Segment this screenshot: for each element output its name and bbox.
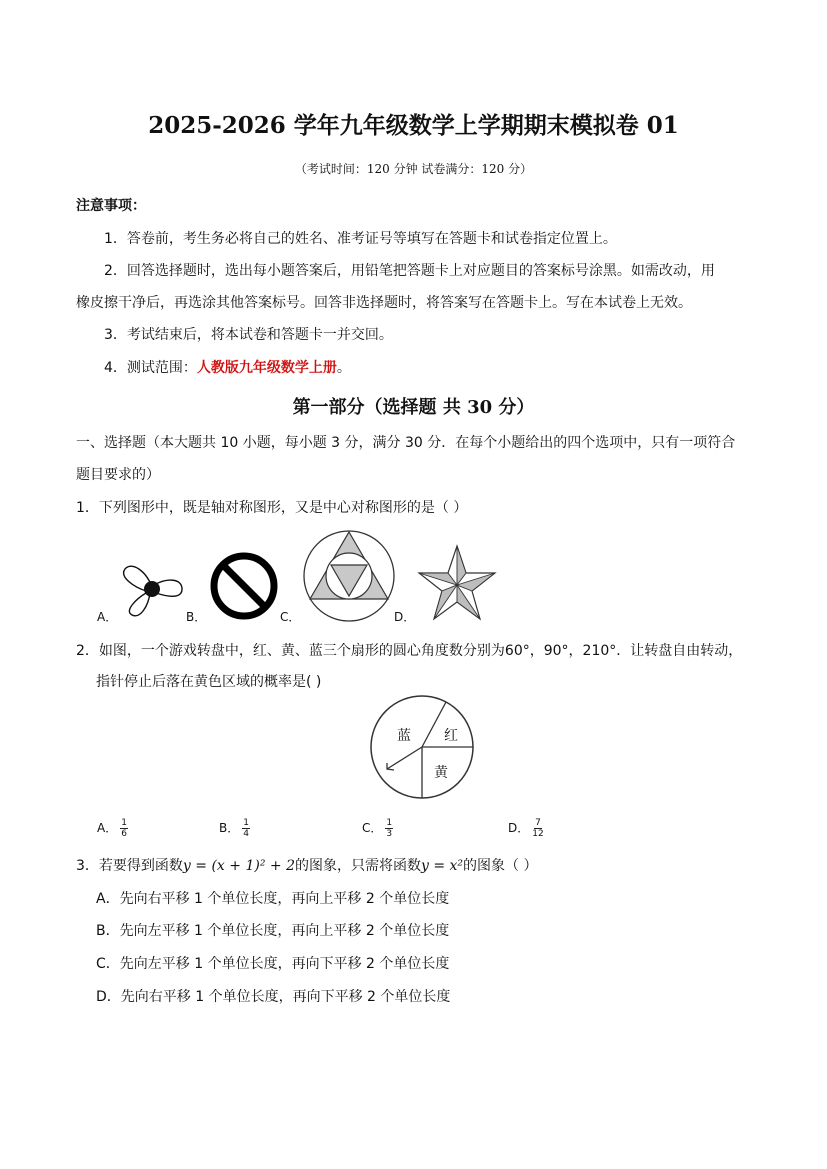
section-intro-line-2: 题目要求的） — [76, 467, 160, 483]
notice-item-1: 1．答卷前，考生务必将自己的姓名、准考证号等填写在答题卡和试卷指定位置上。 — [104, 231, 617, 247]
q1-option-d[interactable]: D． — [394, 610, 416, 624]
q2-option-c-label: C． — [362, 821, 383, 835]
notice-item-2-line-2: 橡皮擦干净后，再选涂其他答案标号。回答非选择题时，将答案写在答题卡上。写在本试卷上无效。 — [76, 295, 692, 311]
q2-stem-line-1: 2．如图，一个游戏转盘中，红、黄、蓝三个扇形的圆心角度数分别为60°，90°，210°．让转盘自由转动， — [76, 643, 743, 659]
q2-option-b-label: B． — [219, 821, 240, 835]
spinner-red-label: 红 — [444, 728, 458, 744]
q2-option-a[interactable] — [97, 818, 128, 839]
spinner-yellow-label: 黄 — [434, 765, 448, 781]
q3-source-function: y = x² — [420, 858, 464, 874]
notice-heading: 注意事项： — [76, 198, 146, 214]
q2-stem-line-2: 指针停止后落在黄色区域的概率是( ) — [96, 674, 322, 690]
fraction-numerator: 7 — [535, 818, 541, 828]
q3-option-d[interactable]: D．先向右平移 1 个单位长度，再向下平移 2 个单位长度 — [96, 989, 451, 1005]
fraction-denominator: 12 — [532, 829, 544, 839]
q2-option-d-fraction — [532, 818, 543, 839]
q2-option-b[interactable] — [219, 818, 250, 839]
q2-option-a-label: A． — [97, 821, 118, 835]
exam-info: （考试时间：120 分钟 试卷满分：120 分） — [294, 162, 533, 176]
page-title: 2025-2026 学年九年级数学上学期期末模拟卷 01 — [148, 112, 679, 139]
q2-option-d[interactable] — [508, 818, 544, 839]
q3-option-a[interactable]: A．先向右平移 1 个单位长度，再向上平移 2 个单位长度 — [96, 891, 450, 907]
notice-item-3: 3．考试结束后，将本试卷和答题卡一并交回。 — [104, 327, 393, 343]
notice-item-2-line-1: 2．回答选择题时，选出每小题答案后，用铅笔把答题卡上对应题目的答案标号涂黑。如需改动，用 — [104, 263, 715, 279]
spinner-figure — [369, 693, 477, 803]
fraction-numerator: 1 — [121, 818, 127, 828]
fraction-numerator: 1 — [386, 818, 393, 828]
section-intro-line-1: 一、选择题（本大题共 10 小题，每小题 3 分，满分 30 分．在每个小题给出的四个选项中，只有一项符合 — [76, 435, 736, 451]
q3-stem-prefix: 3．若要得到函数 — [76, 858, 183, 874]
spinner-blue-label: 蓝 — [397, 728, 411, 744]
q3-stem-suffix: 的图象（ ） — [463, 858, 538, 874]
fraction-numerator: 1 — [243, 818, 249, 828]
q2-option-a-fraction — [120, 818, 128, 839]
test-scope: 人教版九年级数学上册 — [196, 360, 337, 376]
notice-item-4 — [104, 357, 351, 377]
fraction-denominator: 6 — [121, 829, 127, 839]
notice-item-4-suffix: 。 — [336, 360, 351, 376]
no-sign-figure — [209, 551, 279, 621]
q2-option-c[interactable] — [362, 818, 393, 839]
star-figure — [417, 543, 497, 623]
q3-option-b[interactable]: B．先向左平移 1 个单位长度，再向上平移 2 个单位长度 — [96, 923, 450, 939]
q2-option-b-fraction — [242, 818, 250, 839]
q2-option-d-label: D． — [508, 821, 530, 835]
fan-figure — [116, 553, 188, 625]
fraction-denominator: 4 — [243, 829, 249, 839]
notice-item-4-prefix: 4．测试范围： — [104, 360, 197, 376]
q3-target-function: y = (x + 1)² + 2 — [182, 858, 295, 874]
circle-triangle-figure — [302, 529, 396, 623]
q3-stem — [76, 855, 538, 875]
q1-option-b[interactable]: B． — [186, 610, 207, 624]
section-title: 第一部分（选择题 共 30 分） — [292, 397, 535, 418]
q3-option-c[interactable]: C．先向左平移 1 个单位长度，再向下平移 2 个单位长度 — [96, 956, 450, 972]
q1-option-c[interactable]: C． — [280, 610, 301, 624]
q2-option-c-fraction — [385, 818, 393, 839]
fraction-denominator: 3 — [386, 829, 393, 839]
q1-stem: 1．下列图形中，既是轴对称图形，又是中心对称图形的是（ ） — [76, 500, 468, 516]
q1-option-a[interactable]: A． — [97, 610, 118, 624]
q3-stem-middle: 的图象，只需将函数 — [294, 858, 421, 874]
